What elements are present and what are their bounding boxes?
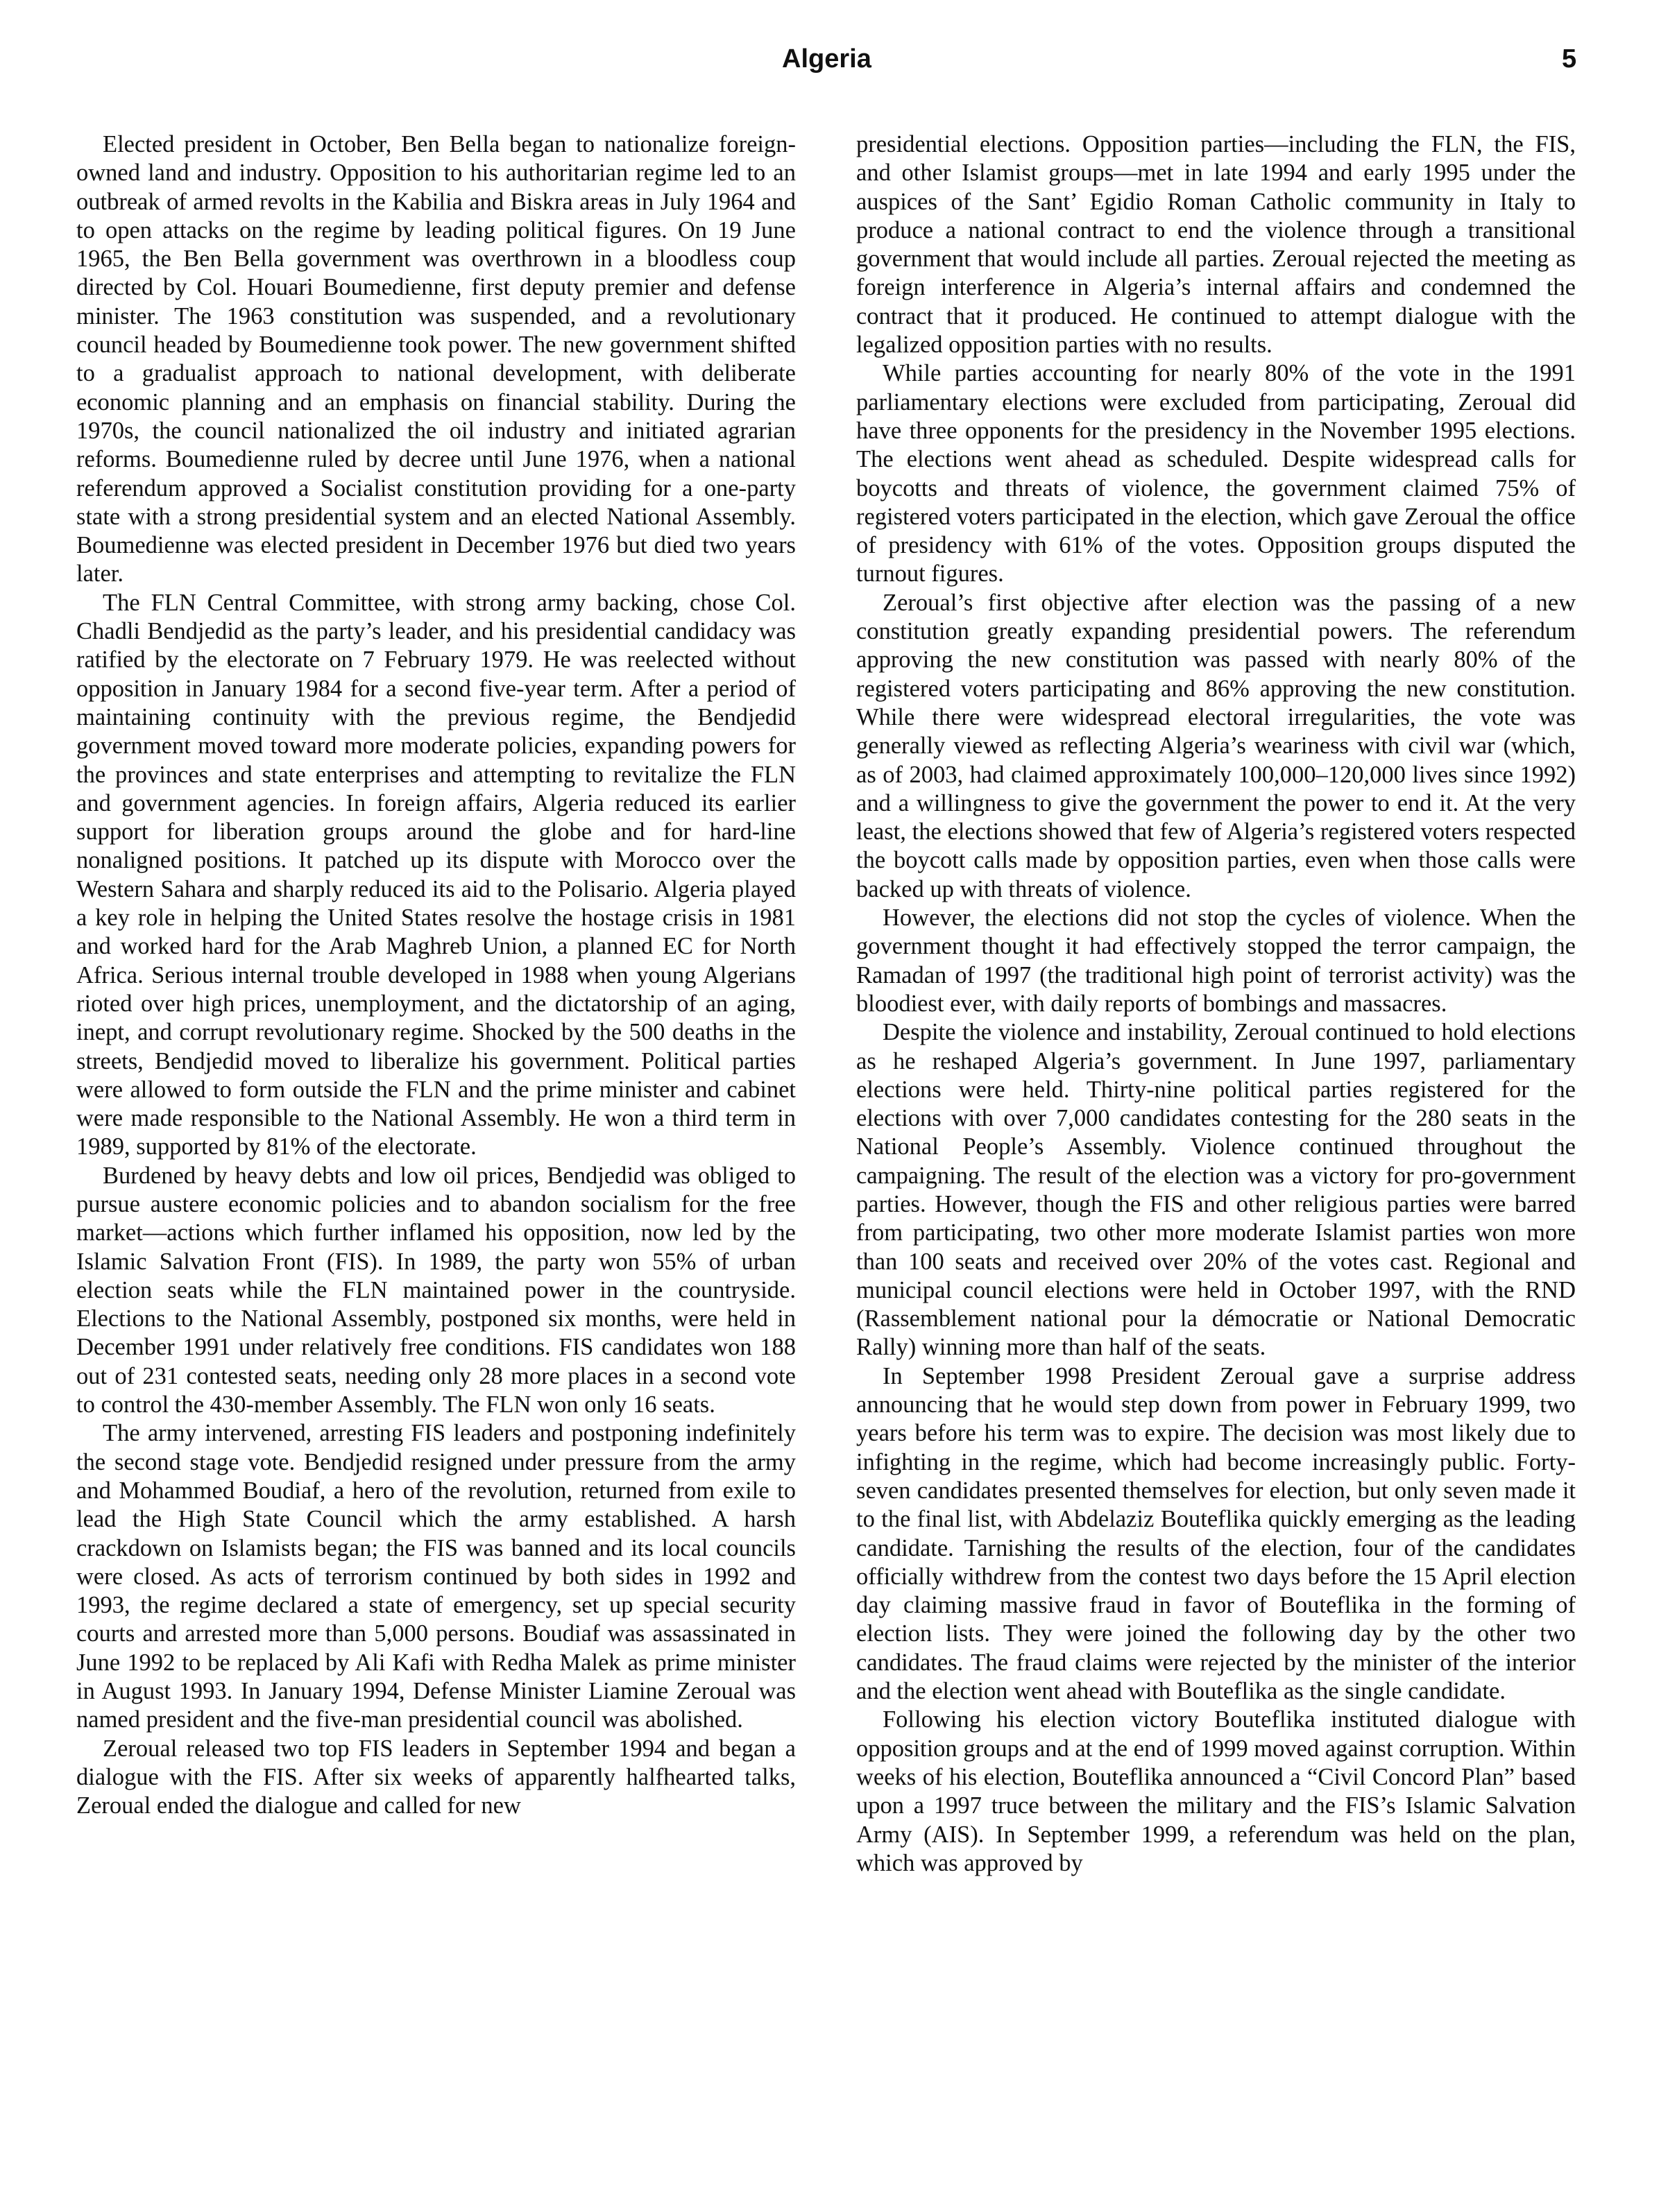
paragraph: Zeroual’s first objective after election was the passing of a new constitution greatly expanding presidential powers. The referendum approving the new constitution was passed with nearly 80% of the registered voters participating and 86% approving the new constitution. While there were widespread electoral irregularities, the vote was generally viewed as reflecting Algeria’s weariness with civil war (which, as of 2003, had claimed approximately 100,000–120,000 lives since 1992) and a willingness to give the government the power to end it. At the very least, the elections showed that few of Algeria’s registered voters respected the boycott calls made by opposition parties, even when those calls were backed up with threats of violence. [856, 589, 1576, 902]
paragraph: In September 1998 President Zeroual gave a surprise address announcing that he would step down from power in February 1999, two years before his term was to expire. The decision was most likely due to infighting in the regime, which had become increasingly public. Forty-seven candidates presented themselves for election, but only seven made it to the final list, with Abdelaziz Bouteflika quickly emerging as the leading candidate. Tarnishing the results of the election, four of the candidates officially withdrew from the contest two days before the 15 April election day claiming massive fraud in favor of Bouteflika in the forming of election lists. They were joined the following day by the other two candidates. The fraud claims were rejected by the minister of the interior and the election went ahead with Bouteflika as the single candidate. [856, 1362, 1576, 1705]
paragraph: Burdened by heavy debts and low oil prices, Bendjedid was obliged to pursue austere economic policies and to abandon socialism for the free market—actions which further inflamed his opposition, now led by the Islamic Salvation Front (FIS). In 1989, the party won 55% of urban election seats while the FLN maintained power in the countryside. Elections to the National Assembly, postponed six months, were held in December 1991 under relatively free conditions. FIS candidates won 188 out of 231 contested seats, needing only 28 more places in a second vote to control the 430-member Assembly. The FLN won only 16 seats. [76, 1162, 796, 1418]
paragraph: While parties accounting for nearly 80% of the vote in the 1991 parliamentary elections were excluded from participating, Zeroual did have three opponents for the presidency in the November 1995 elections. The elections went ahead as scheduled. Despite widespread calls for boycotts and threats of violence, the government claimed 75% of registered voters participated in the election, which gave Zeroual the office of presidency with 61% of the votes. Opposition groups disputed the turnout figures. [856, 360, 1576, 588]
running-head [0, 40, 1677, 78]
paragraph: Elected president in October, Ben Bella began to nationalize foreign-owned land and industry. Opposition to his authoritarian regime led to an outbreak of armed revolts in the Kabilia and Biskra areas in July 1964 and to open attacks on the regime by leading political figures. On 19 June 1965, the Ben Bella government was overthrown in a bloodless coup directed by Col. Houari Boumedienne, first deputy premier and defense minister. The 1963 constitution was suspended, and a revolutionary council headed by Boumedienne took power. The new government shifted to a gradualist approach to national development, with deliberate economic planning and an emphasis on financial stability. During the 1970s, the council nationalized the oil industry and initiated agrarian reforms. Boumedienne ruled by decree until June 1976, when a national referendum approved a Socialist constitution providing for a one-party state with a strong presidential system and an elected National Assembly. Boumedienne was elected president in December 1976 but died two years later. [76, 131, 796, 588]
paragraph: The army intervened, arresting FIS leaders and postponing indefinitely the second stage vote. Bendjedid resigned under pressure from the army and Mohammed Boudiaf, a hero of the revolution, returned from exile to lead the High State Council which the army established. A harsh crackdown on Islamists began; the FIS was banned and its local councils were closed. As acts of terrorism continued by both sides in 1992 and 1993, the regime declared a state of emergency, set up special security courts and arrested more than 5,000 persons. Boudiaf was assassinated in June 1992 to be replaced by Ali Kafi with Redha Malek as prime minister in August 1993. In January 1994, Defense Minister Liamine Zeroual was named president and the five-man presidential council was abolished. [76, 1420, 796, 1733]
paragraph: However, the elections did not stop the cycles of violence. When the government thought it had effectively stopped the terror campaign, the Ramadan of 1997 (the traditional high point of terrorist activity) was the bloodiest ever, with daily reports of bombings and massacres. [856, 904, 1576, 1017]
paragraph: Following his election victory Bouteflika instituted dialogue with opposition groups and at the end of 1999 moved against corruption. Within weeks of his election, Bouteflika announced a “Civil Concord Plan” based upon a 1997 truce between the military and the FIS’s Islamic Salvation Army (AIS). In September 1999, a referendum was held on the plan, which was approved by [856, 1706, 1576, 1876]
paragraph: The FLN Central Committee, with strong army backing, chose Col. Chadli Bendjedid as the party’s leader, and his presidential candidacy was ratified by the electorate on 7 February 1979. He was reelected without opposition in January 1984 for a second five-year term. After a period of maintaining continuity with the previous regime, the Bendjedid government moved toward more moderate policies, expanding powers for the provinces and state enterprises and attempting to revitalize the FLN and government agencies. In foreign affairs, Algeria reduced its earlier support for liberation groups around the globe and for hard-line nonaligned positions. It patched up its dispute with Morocco over the Western Sahara and sharply reduced its aid to the Polisario. Algeria played a key role in helping the United States resolve the hostage crisis in 1981 and worked hard for the Arab Maghreb Union, a planned EC for North Africa. Serious internal trouble developed in 1988 when young Algerians rioted over high prices, unemployment, and the dictatorship of an aging, inept, and corrupt revolutionary regime. Shocked by the 500 deaths in the streets, Bendjedid moved to liberalize his government. Political parties were allowed to form outside the FLN and the prime minister and cabinet were made responsible to the National Assembly. He won a third term in 1989, supported by 81% of the electorate. [76, 589, 796, 1160]
left-column [76, 130, 796, 2184]
page-number: 5 [1562, 44, 1577, 74]
running-title: Algeria [782, 44, 871, 74]
paragraph: Despite the violence and instability, Zeroual continued to hold elections as he reshaped Algeria’s government. In June 1997, parliamentary elections were held. Thirty-nine political parties registered for the elections with over 7,000 candidates contesting for the 280 seats in the National People’s Assembly. Violence continued throughout the campaigning. The result of the election was a victory for pro-government parties. However, though the FIS and other religious parties were barred from participating, two other more moderate Islamist parties won more than 100 seats and received over 20% of the votes cast. Regional and municipal council elections were held in October 1997, with the RND (Rassemblement national pour la démocratie or National Democratic Rally) winning more than half of the seats. [856, 1019, 1576, 1361]
paragraph-continued: presidential elections. Opposition parties—including the FLN, the FIS, and other Islamist groups—met in late 1994 and early 1995 under the auspices of the Sant’ Egidio Roman Catholic community in Italy to produce a national contract to end the violence through a transitional government that would include all parties. Zeroual rejected the meeting as foreign interference in Algeria’s internal affairs and condemned the contract that it produced. He continued to attempt dialogue with the legalized opposition parties with no results. [856, 131, 1576, 359]
right-column [856, 130, 1576, 2184]
paragraph: Zeroual released two top FIS leaders in September 1994 and began a dialogue with the FIS. After six weeks of apparently halfhearted talks, Zeroual ended the dialogue and called for new [76, 1735, 796, 1819]
